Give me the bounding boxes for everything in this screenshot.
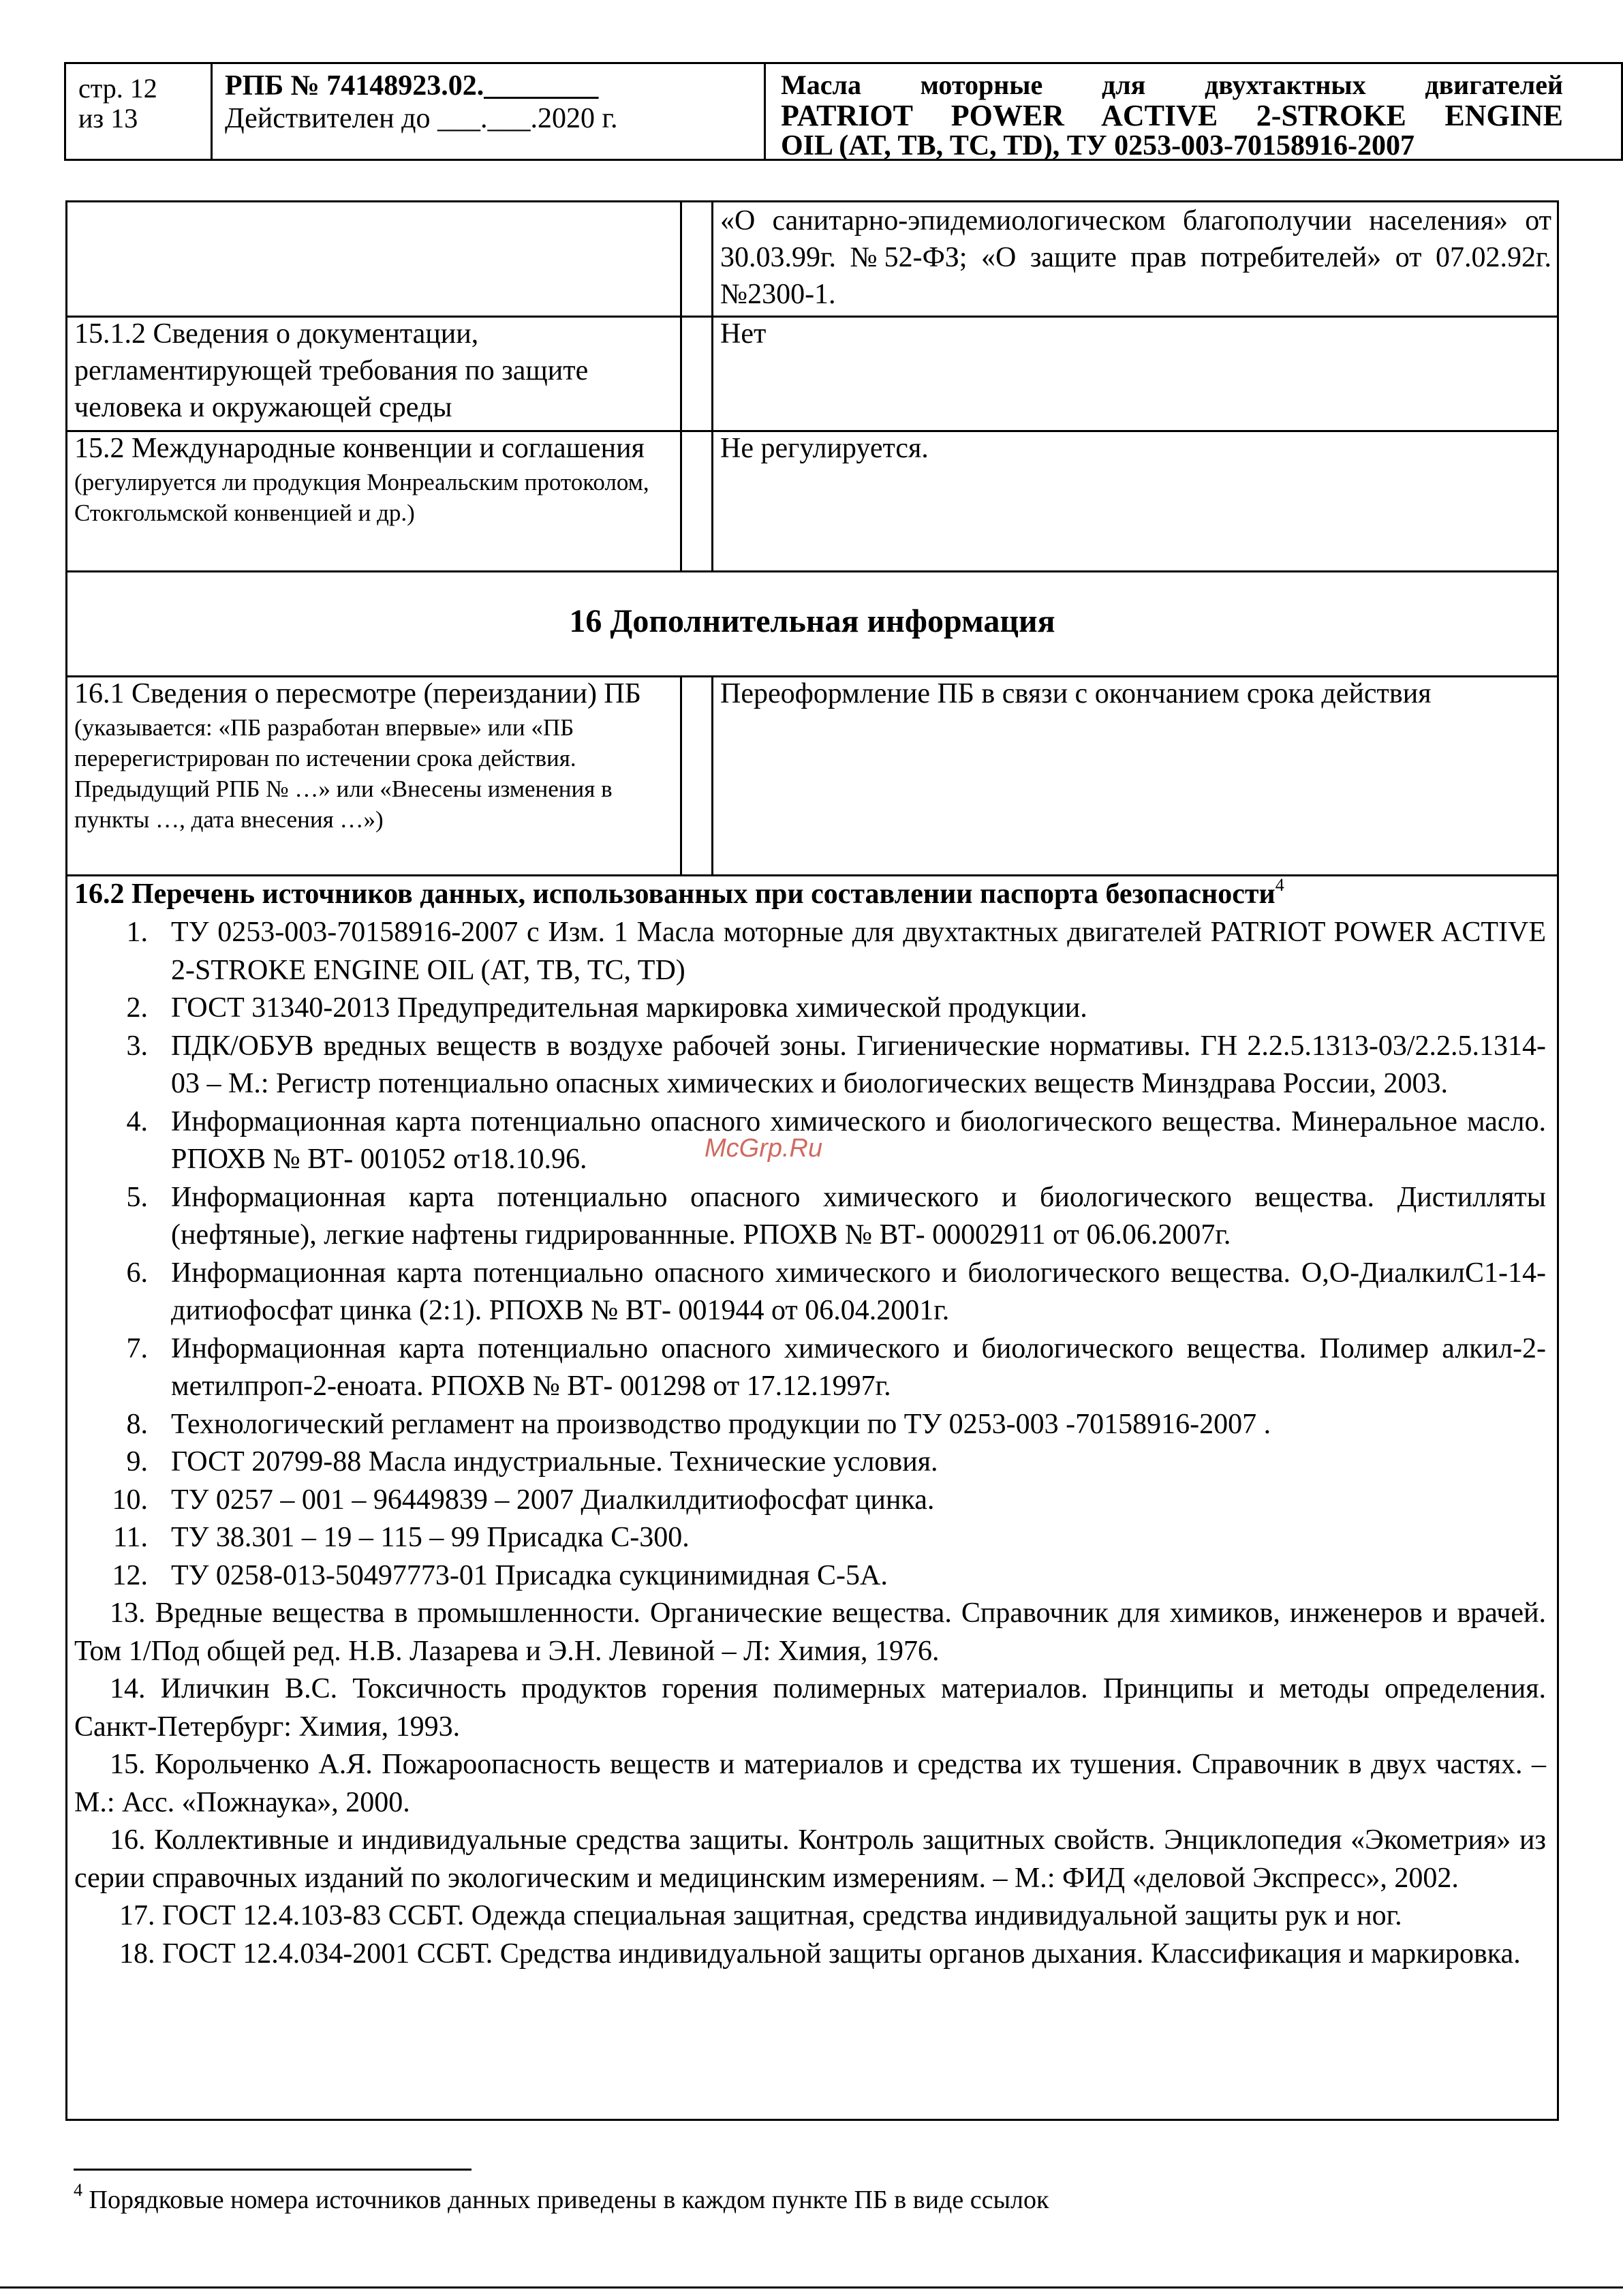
source-item: 14. Иличкин В.С. Токсичность продуктов горения полимерных материалов. Принципы и методы определения. Санкт-Петербург: Химия, 1993. (74, 1673, 1547, 1743)
source-item: 2. ГОСТ 31340-2013 Предупредительная маркировка химической продукции. (126, 992, 1087, 1024)
source-item: 8. Технологический регламент на производство продукции по ТУ 0253-003 -70158916-2007 . (126, 1408, 1271, 1440)
footnote-ref: 4 (1275, 875, 1284, 895)
section-15-2-label: 15.2 Международные конвенции и соглашения (74, 433, 645, 464)
footnote (74, 2180, 1049, 2216)
source-item: 9. ГОСТ 20799-88 Масла индустриальные. Технические условия. (126, 1446, 938, 1478)
source-item: 15. Корольченко А.Я. Пожароопасность веществ и материалов и средства их тушения. Справочник в двух частях. – М.: Асс. «Пожнаука», 2000. (74, 1749, 1546, 1818)
source-item: 10. ТУ 0257 – 001 – 96449839 – 2007 Диалкилдитиофосфат цинка. (112, 1484, 935, 1516)
section-15-1-2-label: 15.1.2 Сведения о документации, регламентирующей требования по защите человека и окружающей среды (74, 318, 589, 423)
source-item: 11. ТУ 38.301 – 19 – 115 – 99 Присадка С-300. (113, 1522, 690, 1553)
page-number-cell (64, 64, 213, 159)
section-16-1-note: (указывается: «ПБ разработан впервые» или «ПБ перерегистрирован по истечении срока действия. Предыдущий РПБ № …» или «Внесены изменения в пункты …, дата внесения …») (74, 714, 613, 833)
source-item: 3. ПДК/ОБУВ вредных веществ в воздухе рабочей зоны. Гигиенические нормативы. ГН 2.2.5.1313-03/2.2.5.1314-03 – М.: Регистр потенциально опасных химических и биологических веществ Минздрава России, 2003. (126, 1030, 1546, 1099)
column-divider (680, 675, 682, 874)
section-16-2-title-text: 16.2 Перечень источников данных, использованных при составлении паспорта безопасности (74, 878, 1276, 910)
section-16-title: 16 Дополнительная информация (569, 603, 1055, 639)
source-item: 5. Информационная карта потенциально опасного химического и биологического вещества. Дистилляты (нефтяные), легкие нафтены гидрированнные. РПОХВ № ВТ- 00002911 от 06.06.2007г. (126, 1181, 1546, 1251)
footnote-separator (74, 2169, 472, 2171)
section-15-1-2-value: Нет (720, 318, 767, 350)
product-line-3: OIL (AT, TB, TC, TD), ТУ 0253-003-70158916-2007 (781, 130, 1415, 162)
footnote-text: Порядковые номера источников данных приведены в каждом пункте ПБ в виде ссылок (89, 2186, 1049, 2214)
section-15-2-note: (регулируется ли продукция Монреальским протоколом, Стокгольмской конвенцией и др.) (74, 469, 649, 526)
section-16-1-label-block (74, 675, 674, 835)
watermark: McGrp.Ru (705, 1134, 823, 1163)
section-16-1-label: 16.1 Сведения о пересмотре (переиздании) ПБ (74, 678, 641, 709)
section-16-1-value: Переоформление ПБ в связи с окончанием срока действия (720, 678, 1432, 709)
source-item: 16. Коллективные и индивидуальные средства защиты. Контроль защитных свойств. Энциклопедия «Экометрия» из серии справочных изданий по экологическим и медицинским измерениям. – М.: ФИД «деловой Экспресс», 2002. (74, 1824, 1547, 1894)
document-number-cell (213, 64, 766, 159)
product-line-2: PATRIOT POWER ACTIVE 2-STROKE ENGINE (781, 99, 1563, 132)
row-divider (67, 570, 1557, 572)
source-item: 13. Вредные вещества в промышленности. Органические вещества. Справочник для химиков, инженеров и врачей. Том 1/Под общей ред. Н.В. Лазарева и Э.Н. Левиной – Л: Химия, 1976. (74, 1597, 1546, 1667)
source-item: 18. ГОСТ 12.4.034-2001 ССБТ. Средства индивидуальной защиты органов дыхания. Классификация и маркировка. (119, 1938, 1521, 1970)
section-16-2-title (74, 876, 1284, 913)
section-15-2-value: Не регулируется. (720, 433, 929, 464)
source-item: 1. ТУ 0253-003-70158916-2007 с Изм. 1 Масла моторные для двухтактных двигателей PATRIOT POWER ACTIVE 2-STROKE ENGINE OIL (AT, TB, TC, TD) (126, 917, 1546, 986)
page-of: из 13 (78, 103, 138, 134)
product-title-cell (766, 64, 1623, 162)
column-divider (711, 202, 713, 570)
page-bottom-edge (0, 2286, 1623, 2289)
valid-until: Действителен до ___.___.2020 г. (225, 103, 618, 134)
doc-number: РПБ № 74148923.02.________ (225, 70, 599, 102)
legislation-cell: «О санитарно-эпидемиологическом благополучии населения» от 30.03.99г. №52-ФЗ; «О защите прав потребителей» от 07.02.92г. №2300-1. (720, 205, 1551, 310)
source-item: 6. Информационная карта потенциально опасного химического и биологического вещества. О,О-ДиалкилС1-14-дитиофосфат цинка (2:1). РПОХВ № ВТ- 001944 от 06.04.2001г. (126, 1257, 1546, 1326)
product-line-1: Масла моторные для двухтактных двигателей (781, 70, 1563, 100)
source-item: 17. ГОСТ 12.4.103-83 ССБТ. Одежда специальная защитная, средства индивидуальной защиты рук и ног. (119, 1900, 1402, 1931)
column-divider (680, 202, 682, 570)
footnote-number: 4 (74, 2180, 82, 2200)
section-15-2-label-block (74, 430, 674, 528)
column-divider (711, 675, 713, 874)
source-item: 12. ТУ 0258-013-50497773-01 Присадка сукцинимидная С-5А. (112, 1559, 888, 1591)
source-item: 7. Информационная карта потенциально опасного химического и биологического вещества. Полимер алкил-2-метилпроп-2-еноата. РПОХВ № ВТ- 001298 от 17.12.1997г. (126, 1332, 1546, 1402)
page-header (64, 62, 1623, 161)
source-item: 4. Информационная карта потенциально опасного химического и биологического вещества. Минеральное масло. РПОХВ № ВТ- 001052 от18.10.96. (126, 1105, 1546, 1175)
page-label: стр. 12 (78, 73, 157, 104)
sources-list (74, 914, 1546, 1973)
